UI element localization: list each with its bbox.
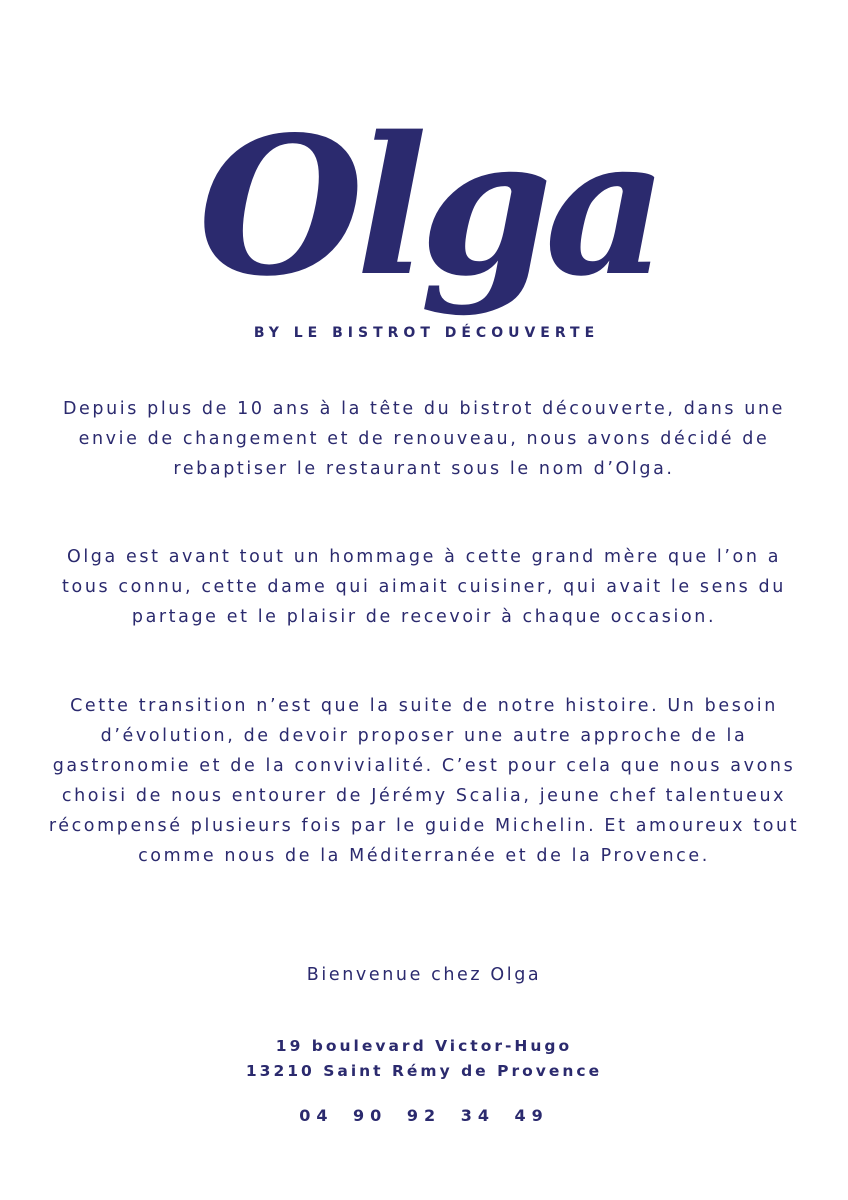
- olga-logo: [198, 78, 660, 318]
- logo-text: Olga: [198, 95, 660, 318]
- tribute-paragraph: Olga est avant tout un hommage à cette grand mère que l’on a tous connu, cette dame qui aimait cuisiner, qui avait le sens du partage et le plaisir de recevoir à chaque occasion.: [62, 547, 786, 627]
- phone-number: 04 90 92 34 49: [299, 1106, 549, 1125]
- tagline: BY LE BISTROT DÉCOUVERTE: [253, 325, 600, 341]
- olga-logo-svg: [198, 78, 660, 318]
- address-block: [0, 1034, 848, 1084]
- intro-paragraph: Depuis plus de 10 ans à la tête du bistrot découverte, dans une envie de changement et de renouveau, nous avons décidé de rebaptiser le restaurant sous le nom d’Olga.: [62, 399, 786, 479]
- welcome-line: Bienvenue chez Olga: [306, 965, 542, 985]
- address-line-city: 13210 Saint Rémy de Provence: [245, 1062, 603, 1080]
- address-line-street: 19 boulevard Victor-Hugo: [275, 1037, 573, 1055]
- history-paragraph: Cette transition n’est que la suite de notre histoire. Un besoin d’évolution, de devoir proposer une autre approche de la gastronomie et de la convivialité. C’est pour cela que nous avons choisi de nous entourer de Jérémy Scalia, jeune chef talentueux récompensé plusieurs fois par le guide Michelin. Et amoureux tout comme nous de la Méditerranée et de la Provence.: [48, 696, 800, 866]
